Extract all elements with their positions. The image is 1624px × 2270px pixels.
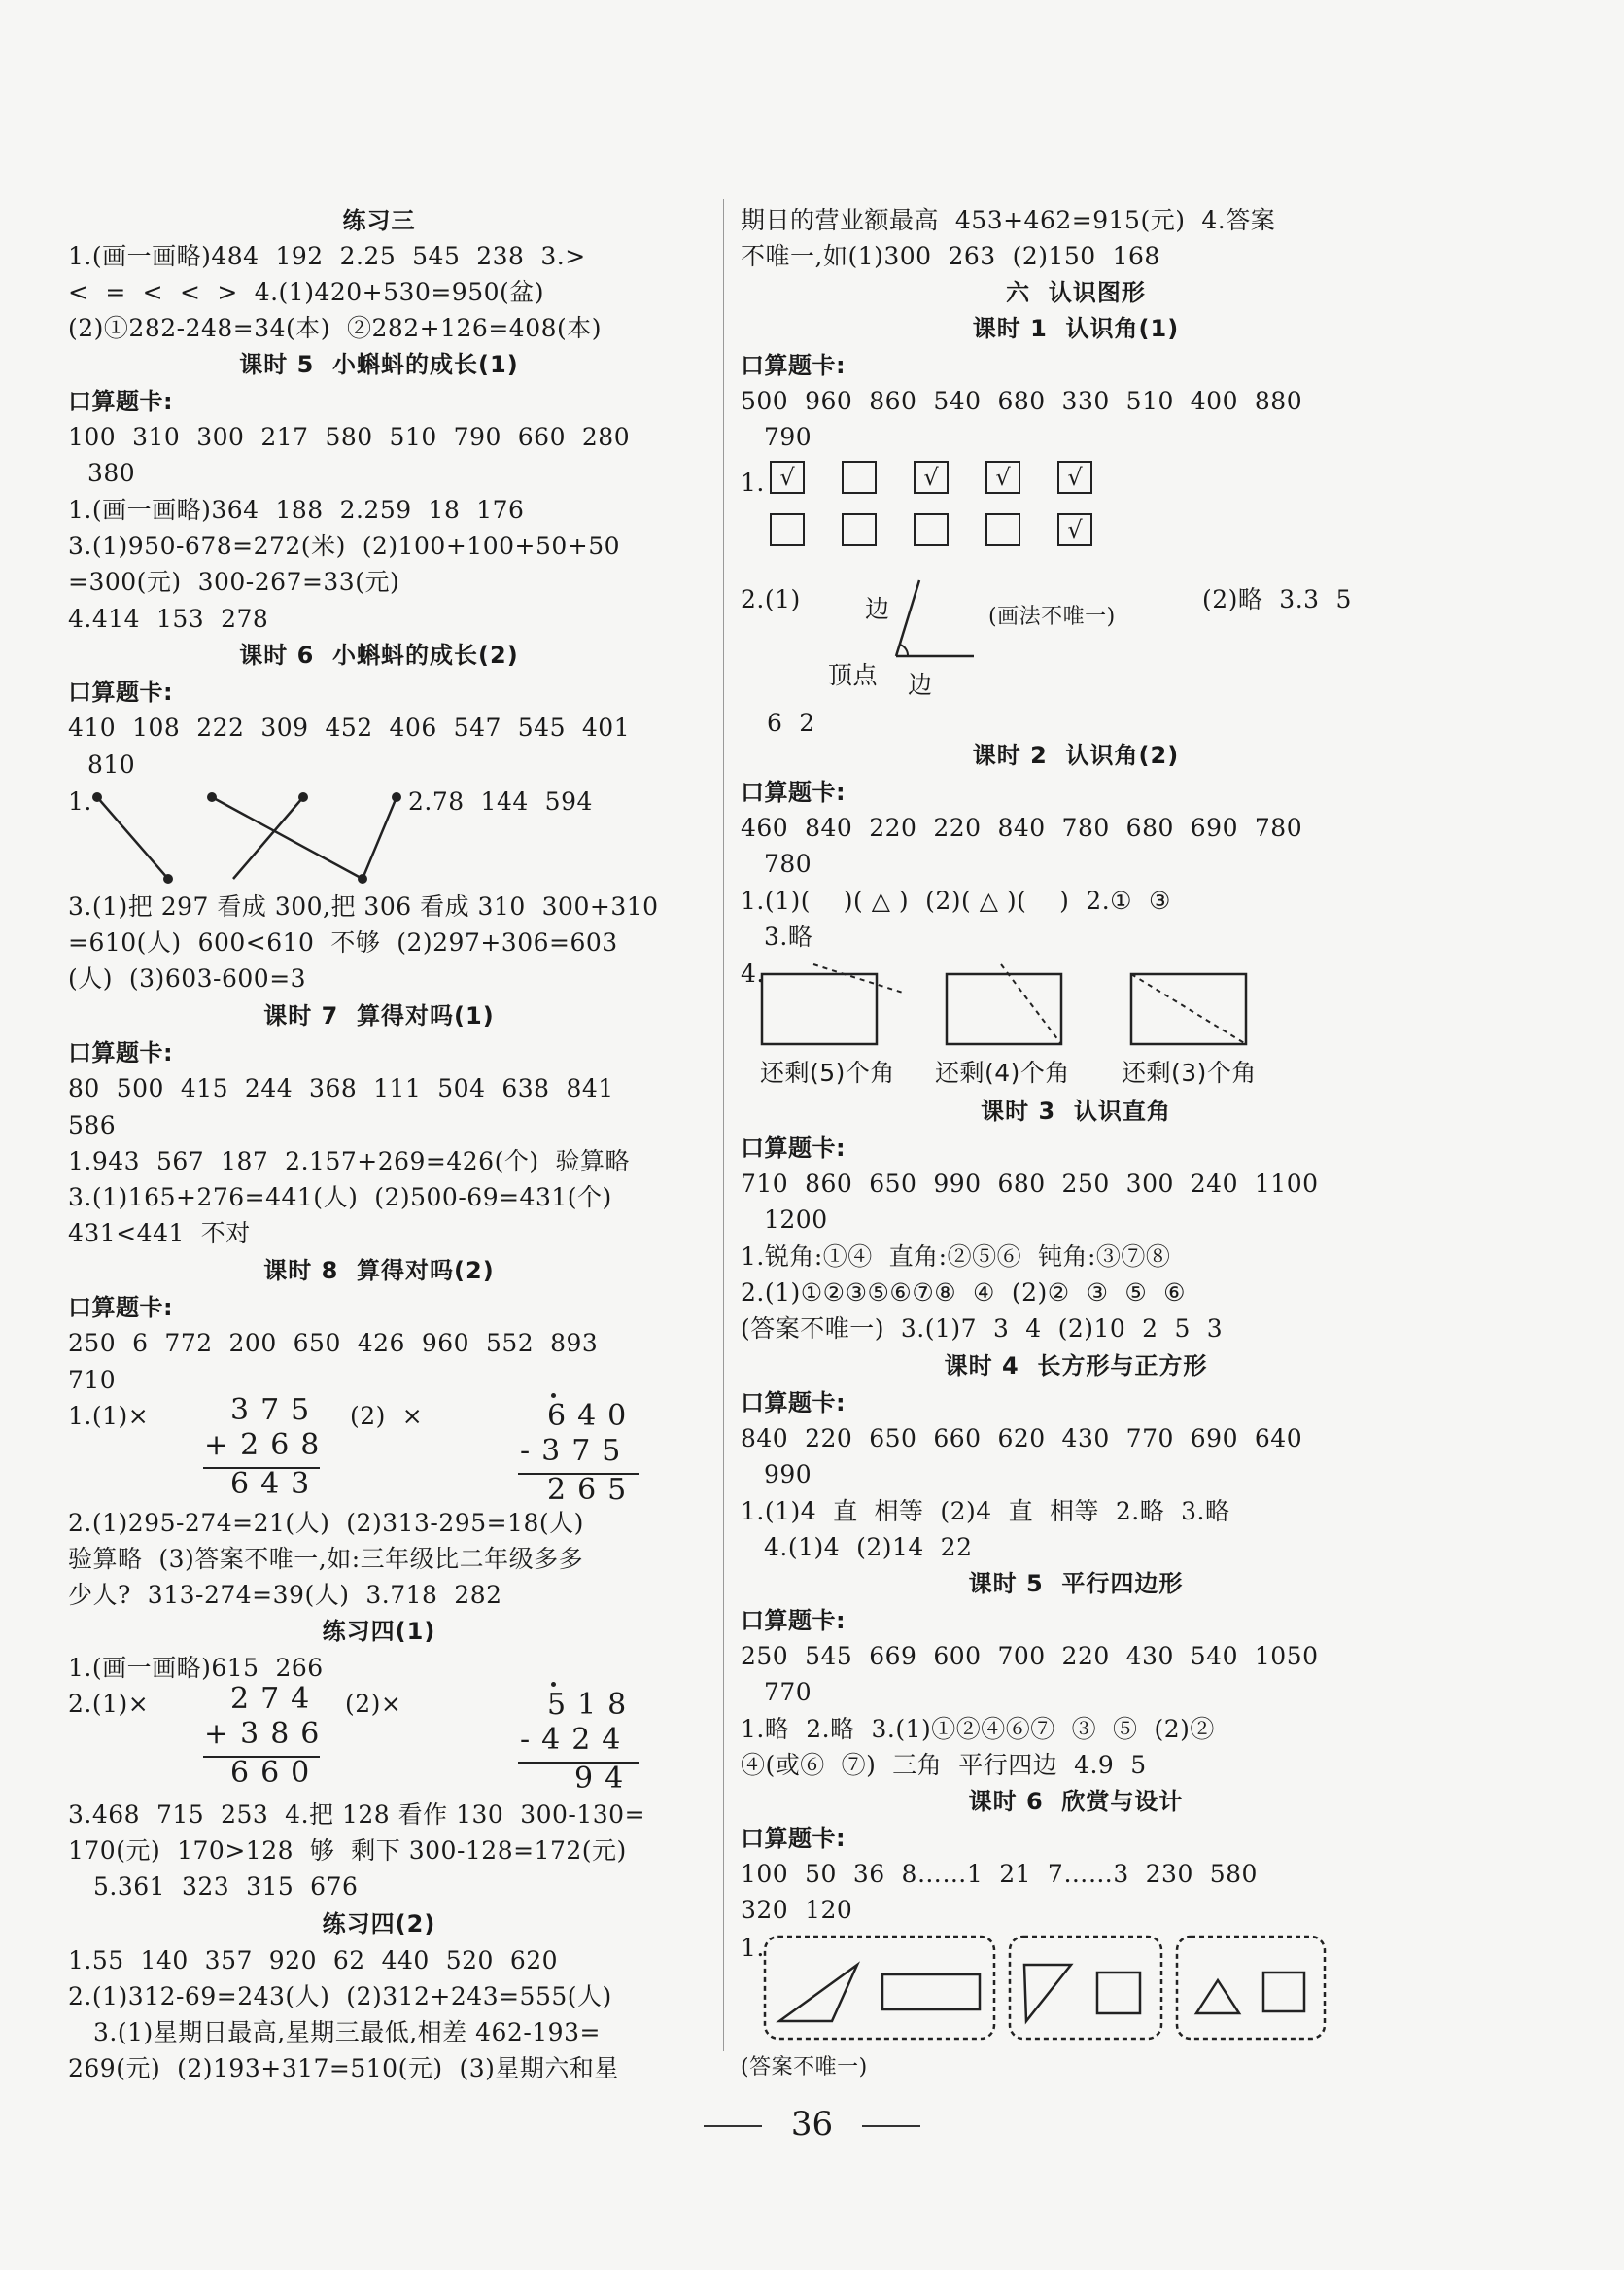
answer-line: 3.略	[764, 923, 813, 951]
vertical-subtraction: 640 -375 265	[510, 1393, 705, 1510]
answer-line: 1.(1)( )( △ ) (2)( △ )( ) 2.① ③	[741, 887, 1171, 915]
answer-line: < = < < > 4.(1)420+530=950(盆)	[68, 278, 545, 306]
answer-line: 2.(1)×	[68, 1690, 150, 1718]
kousuan-numbers: 780	[764, 850, 812, 878]
kousuan-label: 口算题卡:	[741, 352, 847, 379]
cut-rectangles-figure	[760, 962, 1304, 1050]
check-box: √	[770, 461, 805, 494]
check-box	[842, 461, 877, 494]
kousuan-numbers: 790	[764, 423, 812, 451]
question-number: 4.	[741, 960, 765, 988]
answer-line: 3.(1)把 297 看成 300,把 306 看成 310 300+310	[68, 892, 659, 921]
answer-line: (2) ×	[350, 1402, 424, 1430]
kousuan-numbers: 586	[68, 1111, 117, 1139]
question-number: 2.(1)	[741, 585, 801, 613]
answer-line: 1.(1)×	[68, 1402, 150, 1430]
vertical-subtraction: 518 -424 94	[510, 1682, 705, 1799]
answer-line: 1.943 567 187 2.157+269=426(个) 验算略	[68, 1147, 630, 1175]
answer-line: (2)略 3.3 5	[1202, 585, 1352, 613]
question-number: 1.	[68, 787, 92, 816]
question-number: 1.	[741, 1934, 765, 1962]
lesson-title-r-ks1: 课时 1 认识角(1)	[972, 315, 1180, 342]
section-title-lx42: 练习四(2)	[322, 1910, 436, 1938]
page-number-value: 36	[790, 2105, 834, 2144]
kousuan-numbers: 710	[68, 1366, 117, 1394]
kousuan-numbers: 250 6 772 200 650 426 960 552 893	[68, 1329, 599, 1357]
kousuan-numbers: 500 960 860 540 680 330 510 400 880	[741, 387, 1303, 415]
answer-line: 2.(1)①②③⑤⑥⑦⑧ ④ (2)② ③ ⑤ ⑥	[741, 1278, 1187, 1307]
lesson-title-ks8: 课时 8 算得对吗(2)	[263, 1257, 495, 1284]
kousuan-numbers: 380	[87, 459, 136, 487]
kousuan-label: 口算题卡:	[68, 388, 174, 415]
answer-line: 1.(画一画略)615 266	[68, 1654, 324, 1682]
answer-line: 170(元) 170>128 够 剩下 300-128=172(元)	[68, 1836, 627, 1865]
kousuan-label: 口算题卡:	[741, 1825, 847, 1852]
angle-side-label: 边	[865, 595, 890, 623]
lesson-title-r-ks5: 课时 5 平行四边形	[968, 1570, 1184, 1597]
lesson-title-r-ks4: 课时 4 长方形与正方形	[944, 1352, 1208, 1379]
answer-line: 1.锐角:①④ 直角:②⑤⑥ 钝角:③⑦⑧	[741, 1242, 1171, 1271]
lesson-title-r-ks2: 课时 2 认识角(2)	[972, 742, 1180, 769]
question-number: 1.	[741, 469, 765, 497]
answer-line: (答案不唯一) 3.(1)7 3 4 (2)10 2 5 3	[741, 1314, 1224, 1343]
lesson-title-r-ks6: 课时 6 欣赏与设计	[968, 1788, 1184, 1815]
vertical-addition: 274 +386 660	[204, 1682, 331, 1790]
kousuan-label: 口算题卡:	[741, 1389, 847, 1416]
section-title-lianxi3: 练习三	[342, 207, 416, 234]
page-number-dash	[862, 2125, 920, 2127]
kousuan-numbers: 100 50 36 8……1 21 7……3 230 580	[741, 1860, 1258, 1888]
angle-side-label: 边	[908, 671, 933, 699]
answer-line: =300(元) 300-267=33(元)	[68, 568, 400, 596]
check-box	[842, 513, 877, 546]
page-number	[0, 2105, 1624, 2144]
lesson-title-r-ks3: 课时 3 认识直角	[981, 1098, 1171, 1125]
kousuan-numbers: 770	[764, 1678, 812, 1706]
kousuan-numbers: 250 545 669 600 700 220 430 540 1050	[741, 1642, 1319, 1670]
answer-line: (人) (3)603-600=3	[68, 964, 307, 993]
answer-line: 2.78 144 594	[408, 787, 593, 816]
answer-line: 431<441 不对	[68, 1219, 251, 1247]
lesson-title-ks5: 课时 5 小蝌蚪的成长(1)	[239, 351, 519, 378]
kousuan-numbers: 100 310 300 217 580 510 790 660 280	[68, 423, 631, 451]
answer-line: (2)①282-248=34(本) ②282+126=408(本)	[68, 314, 603, 342]
answer-line: =610(人) 600<610 不够 (2)297+306=603	[68, 928, 618, 957]
answer-line: 3.(1)950-678=272(米) (2)100+100+50+50	[68, 532, 621, 560]
check-box: √	[1057, 513, 1092, 546]
answer-line: 1.略 2.略 3.(1)①②④⑥⑦ ③ ⑤ (2)②	[741, 1715, 1215, 1743]
kousuan-numbers: 840 220 650 660 620 430 770 690 640	[741, 1424, 1303, 1452]
figure-caption: 还剩(4)个角	[935, 1059, 1070, 1087]
lesson-title-ks6: 课时 6 小蝌蚪的成长(2)	[239, 642, 519, 669]
answer-line: 3.(1)165+276=441(人) (2)500-69=431(个)	[68, 1183, 612, 1211]
answer-line: 3.(1)星期日最高,星期三最低,相差 462-193=	[93, 2018, 601, 2046]
figure-caption: 还剩(3)个角	[1122, 1059, 1257, 1087]
vertical-addition: 375 +268 643	[204, 1393, 331, 1501]
angle-vertex-label: 顶点	[828, 661, 879, 689]
kousuan-numbers: 810	[87, 751, 136, 779]
answer-line: 5.361 323 315 676	[93, 1872, 359, 1901]
kousuan-label: 口算题卡:	[68, 679, 174, 706]
kousuan-numbers: 460 840 220 220 840 780 680 690 780	[741, 814, 1303, 842]
kousuan-label: 口算题卡:	[741, 1135, 847, 1162]
figure-caption: 还剩(5)个角	[760, 1059, 895, 1087]
check-box: √	[1057, 461, 1092, 494]
check-box	[770, 513, 805, 546]
answer-line: (2)×	[345, 1690, 402, 1718]
lesson-title-ks7: 课时 7 算得对吗(1)	[263, 1002, 495, 1030]
checkbox-grid	[770, 461, 1178, 558]
kousuan-numbers: 410 108 222 309 452 406 547 545 401	[68, 714, 631, 742]
answer-line: 4.414 153 278	[68, 605, 269, 633]
note: (画法不唯一)	[988, 605, 1116, 629]
answer-line: 1.55 140 357 920 62 440 520 620	[68, 1946, 559, 1974]
answer-line: 269(元) (2)193+317=510(元) (3)星期六和星	[68, 2054, 619, 2082]
kousuan-label: 口算题卡:	[68, 1039, 174, 1066]
check-box	[914, 513, 949, 546]
design-shapes-figure	[762, 1932, 1345, 2048]
note: (答案不唯一)	[741, 2055, 868, 2079]
check-box: √	[985, 461, 1020, 494]
kousuan-numbers: 710 860 650 990 680 250 300 240 1100	[741, 1170, 1319, 1198]
answer-line: 6 2	[767, 709, 815, 737]
answer-line: 少人? 313-274=39(人) 3.718 282	[68, 1581, 502, 1609]
kousuan-numbers: 990	[764, 1460, 812, 1488]
answer-line: 2.(1)295-274=21(人) (2)313-295=18(人)	[68, 1509, 584, 1537]
answer-line: 期日的营业额最高 453+462=915(元) 4.答案	[741, 206, 1276, 234]
answer-line: 3.468 715 253 4.把 128 看作 130 300-130=	[68, 1800, 646, 1829]
unit-title: 六 认识图形	[1006, 279, 1146, 306]
column-divider	[723, 199, 724, 2051]
kousuan-label: 口算题卡:	[741, 1607, 847, 1634]
answer-line: 4.(1)4 (2)14 22	[764, 1533, 973, 1561]
answer-line: 验算略 (3)答案不唯一,如:三年级比二年级多多	[68, 1545, 584, 1573]
section-title-lx41: 练习四(1)	[322, 1618, 436, 1645]
kousuan-numbers: 320 120	[741, 1896, 853, 1924]
answer-line: 2.(1)312-69=243(人) (2)312+243=555(人)	[68, 1982, 612, 2010]
check-box: √	[914, 461, 949, 494]
answer-line: 1.(画一画略)364 188 2.259 18 176	[68, 496, 525, 524]
answer-line: 1.(1)4 直 相等 (2)4 直 相等 2.略 3.略	[741, 1497, 1230, 1525]
answer-line: 1.(画一画略)484 192 2.25 545 238 3.>	[68, 242, 586, 270]
answer-line: 不唯一,如(1)300 263 (2)150 168	[741, 242, 1160, 270]
kousuan-numbers: 1200	[764, 1205, 828, 1234]
kousuan-numbers: 80 500 415 244 368 111 504 638 841	[68, 1074, 614, 1102]
kousuan-label: 口算题卡:	[741, 779, 847, 806]
check-box	[985, 513, 1020, 546]
matching-lines-figure	[87, 786, 457, 892]
page-number-dash	[704, 2125, 762, 2127]
kousuan-label: 口算题卡:	[68, 1294, 174, 1321]
answer-line: ④(或⑥ ⑦) 三角 平行四边 4.9 5	[741, 1751, 1147, 1779]
